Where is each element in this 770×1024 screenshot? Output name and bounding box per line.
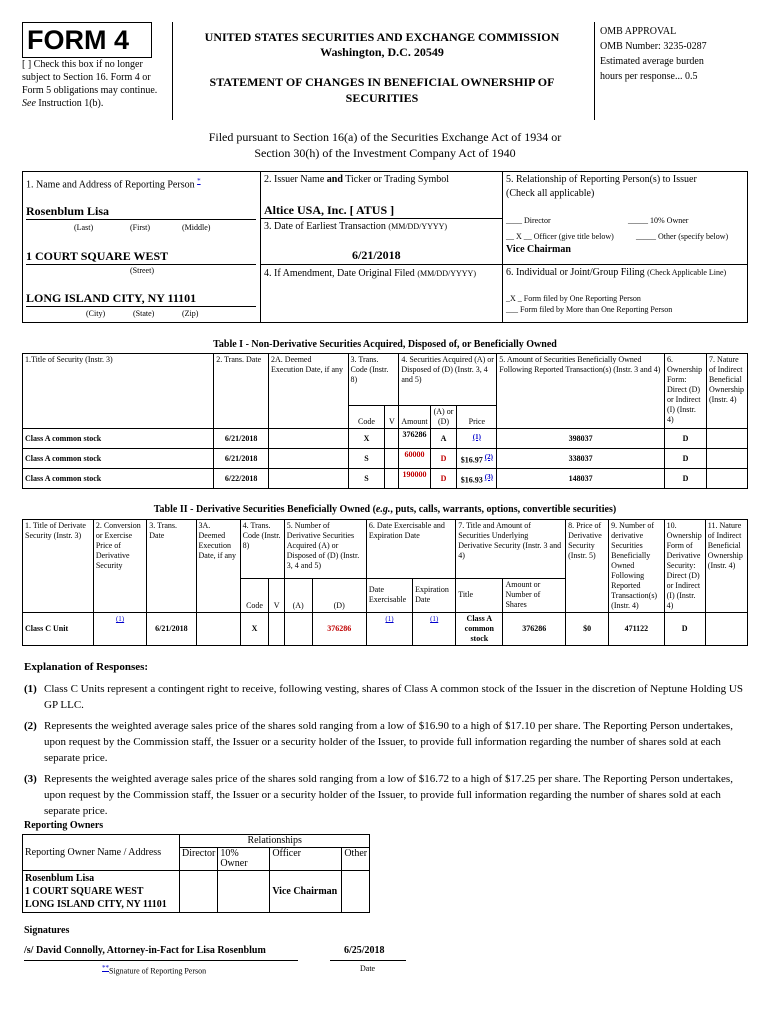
t2-r0-code: X xyxy=(240,613,269,646)
t1-r2-form: D xyxy=(664,469,706,489)
t2-r0-price: $0 xyxy=(566,613,609,646)
middle-label: (Middle) xyxy=(182,223,211,232)
table2 xyxy=(22,519,748,646)
t1-r1-form: D xyxy=(664,449,706,469)
owners-table xyxy=(22,834,370,913)
t1-r0-title: Class A common stock xyxy=(23,429,214,449)
t1-r0-price xyxy=(457,429,497,449)
box1-label-text: 1. Name and Address of Reporting Person xyxy=(26,179,195,191)
t2-d: (D) xyxy=(312,578,366,612)
owner-ten-cell xyxy=(218,871,270,913)
city-value: LONG ISLAND CITY, NY 11101 xyxy=(26,291,197,305)
t2-date-ex: Date Exercisable xyxy=(366,578,412,612)
t1-h1: 1.Title of Security (Instr. 3) xyxy=(23,354,214,429)
signatures-title: Signatures xyxy=(24,925,70,936)
t2-exp: Expiration Date xyxy=(413,578,456,612)
explanation-text-3: Represents the weighted average sales price of the shares sold ranging from a low of $16.72 to a high of $17.25 per share. The Reporting Person undertakes, upon request by the Commission staff, the Issuer or a security holder of the Issuer, to provide full information regarding the number of shares sold at each separate price. xyxy=(44,773,733,817)
table1 xyxy=(22,353,748,489)
filed-line-2: Section 30(h) of the Investment Company Act of 1940 xyxy=(254,146,516,160)
box3-label-format: (MM/DD/YYYY) xyxy=(388,222,448,231)
explanation-list xyxy=(24,681,746,819)
box4-label xyxy=(264,268,476,279)
explanation-item-3 xyxy=(24,771,746,819)
t2-r0-exp-ref[interactable]: (1) xyxy=(430,615,439,623)
owners-director: Director xyxy=(180,848,218,871)
t1-r2-owned: 148037 xyxy=(497,469,665,489)
box4-label-text: 4. If Amendment, Date Original Filed xyxy=(264,268,415,279)
box2-label-and: and xyxy=(326,174,343,185)
box6-label-text: 6. Individual or Joint/Group Filing xyxy=(506,267,645,278)
signature-ref-link[interactable]: ** xyxy=(102,964,109,972)
box3-label xyxy=(264,221,447,232)
explanation-text-1: Class C Units represent a contingent right to receive, following vesting, shares of Class A common stock of the Issuer in the discretion of Neptune Holding US GP LLC. xyxy=(44,683,743,711)
t1-code: Code xyxy=(348,406,385,429)
filed-by-one-option[interactable]: _X _ Form filed by One Reporting Person xyxy=(506,294,641,303)
officer-title: Vice Chairman xyxy=(506,244,571,255)
t2-amt: Amount or Number of Shares xyxy=(503,578,566,612)
table2-title-a: Table II - Derivative Securities Beneficially Owned ( xyxy=(153,504,376,515)
box4-label-format: (MM/DD/YYYY) xyxy=(417,269,476,278)
t2-r0-a xyxy=(284,613,312,646)
owner-other-cell xyxy=(342,871,370,913)
owners-officer: Officer xyxy=(270,848,342,871)
t1-h7: 7. Nature of Indirect Beneficial Ownership (Instr. 4) xyxy=(706,354,747,429)
t1-r1-owned: 338037 xyxy=(497,449,665,469)
owners-other: Other xyxy=(342,848,370,871)
t2-r0-utitle: Class A common stock xyxy=(456,613,503,646)
t2-h2: 2. Conversion or Exercise Price of Derivative Security xyxy=(93,520,146,613)
statement-title-2: SECURITIES xyxy=(345,91,419,105)
explanation-title: Explanation of Responses: xyxy=(24,661,149,673)
t1-r1-price xyxy=(457,449,497,469)
t1-r0-ad: A xyxy=(430,429,457,449)
omb-title: OMB APPROVAL xyxy=(600,26,677,37)
signature-label xyxy=(102,964,206,976)
t1-r2-amount: 190000 xyxy=(399,469,430,489)
agency-location: Washington, D.C. 20549 xyxy=(320,45,444,59)
street-value: 1 COURT SQUARE WEST xyxy=(26,249,169,263)
t2-r0-d: 376286 xyxy=(312,613,366,646)
t1-r1-code: S xyxy=(348,449,385,469)
omb-number: OMB Number: 3235-0287 xyxy=(600,41,707,52)
t1-r0-deemed xyxy=(269,429,349,449)
t1-price: Price xyxy=(457,406,497,429)
table-row xyxy=(23,871,370,913)
t2-h3a: 3A. Deemed Execution Date, if any xyxy=(196,520,240,613)
t1-h5: 5. Amount of Securities Beneficially Owned Following Reported Transaction(s) (Instr. 3 and 4) xyxy=(497,354,665,429)
omb-burden: Estimated average burden xyxy=(600,56,704,67)
table2-title-eg: e.g. xyxy=(375,504,391,515)
table1-title: Table I - Non-Derivative Securities Acquired, Disposed of, or Beneficially Owned xyxy=(213,339,557,350)
t1-r2-date: 6/22/2018 xyxy=(214,469,269,489)
city-label: (City) xyxy=(86,309,106,318)
t2-h4: 4. Trans. Code (Instr. 8) xyxy=(240,520,284,579)
t2-h7: 7. Title and Amount of Securities Underlying Derivative Security (Instr. 3 and 4) xyxy=(456,520,566,579)
t1-aord: (A) or (D) xyxy=(430,406,457,429)
box1-ref-link[interactable]: * xyxy=(197,177,201,185)
t1-r2-code: S xyxy=(348,469,385,489)
t1-r0-form: D xyxy=(664,429,706,449)
owner-name: Rosenblum Lisa xyxy=(25,873,95,884)
owners-relationships: Relationships xyxy=(180,835,370,848)
signature-date: 6/25/2018 xyxy=(344,945,385,956)
box6-label xyxy=(506,267,726,278)
t1-r0-amount: 376286 xyxy=(399,429,430,449)
t2-r0-security: Class C Unit xyxy=(23,613,94,646)
t1-amount: Amount xyxy=(399,406,430,429)
signature-value: /s/ David Connolly, Attorney-in-Fact for Lisa Rosenblum xyxy=(24,945,266,956)
t1-r1-price-value: $16.97 xyxy=(460,455,483,465)
t1-r1-v xyxy=(385,449,399,469)
filed-pursuant xyxy=(0,129,770,161)
agency-name: UNITED STATES SECURITIES AND EXCHANGE COMMISSION xyxy=(204,30,560,44)
owner-street: 1 COURT SQUARE WEST xyxy=(25,886,144,897)
t1-r1-title: Class A common stock xyxy=(23,449,214,469)
t2-r0-conv-ref[interactable]: (1) xyxy=(115,615,125,623)
box1-label xyxy=(26,177,201,190)
t1-r1-ad: D xyxy=(430,449,457,469)
t2-r0-conv xyxy=(93,613,146,646)
table-row xyxy=(23,613,748,646)
omb-approval xyxy=(600,24,707,84)
date-label: Date xyxy=(360,964,376,973)
zip-label: (Zip) xyxy=(182,309,199,318)
box2-label-a: 2. Issuer Name xyxy=(264,174,325,185)
t1-r2-title: Class A common stock xyxy=(23,469,214,489)
t2-h9: 9. Number of derivative Securities Beneficially Owned Following Reported Transaction(s) (Instr. 4) xyxy=(609,520,664,613)
issuer-name: Altice USA, Inc. [ ATUS ] xyxy=(264,203,395,217)
t2-code: Code xyxy=(240,578,269,612)
owner-officer-value: Vice Chairman xyxy=(270,871,342,913)
t2-h10: 10. Ownership Form of Derivative Security: Direct (D) or Indirect (I) (Instr. 4) xyxy=(664,520,705,613)
t2-h11: 11. Nature of Indirect Beneficial Ownership (Instr. 4) xyxy=(705,520,747,613)
owner-city: LONG ISLAND CITY, NY 11101 xyxy=(25,899,167,910)
t1-r0-nature xyxy=(706,429,747,449)
t2-h5: 5. Number of Derivative Securities Acquired (A) or Disposed of (D) (Instr. 3, 4 and 5) xyxy=(284,520,366,579)
t1-h6: 6. Ownership Form: Direct (D) or Indirect (I) (Instr. 4) xyxy=(664,354,706,429)
explanation-text-2: Represents the weighted average sales price of the shares sold ranging from a low of $16.90 to a high of $17.10 per share. The Reporting Person undertakes, upon request by the Commission staff, the Issuer or a security holder of the Issuer, to provide full information regarding the number of shares sold at each separate price. xyxy=(44,720,733,764)
t2-h1: 1. Title of Derivate Security (Instr. 3) xyxy=(23,520,94,613)
t1-r2-nature xyxy=(706,469,747,489)
explanation-item-2 xyxy=(24,718,746,766)
box3-label-text: 3. Date of Earliest Transaction xyxy=(264,221,386,232)
t2-r0-deemed xyxy=(196,613,240,646)
form-title-box xyxy=(22,22,152,58)
t1-r2-price xyxy=(457,469,497,489)
street-label: (Street) xyxy=(130,266,154,275)
explanation-num-3: (3) xyxy=(24,773,37,785)
table2-title xyxy=(0,504,770,515)
t1-r1-nature xyxy=(706,449,747,469)
box5-label-1: 5. Relationship of Reporting Person(s) to Issuer xyxy=(506,174,697,185)
owners-title: Reporting Owners xyxy=(24,820,104,831)
t1-h2: 2. Trans. Date xyxy=(214,354,269,429)
table2-title-b: , puts, calls, warrants, options, convertible securities) xyxy=(390,504,617,515)
owner-address xyxy=(23,871,180,913)
state-label: (State) xyxy=(133,309,155,318)
owners-ten: 10% Owner xyxy=(218,848,270,871)
last-label: (Last) xyxy=(74,223,94,232)
t2-v: V xyxy=(269,578,284,612)
t1-h3: 3. Trans. Code (Instr. 8) xyxy=(348,354,399,406)
t2-r0-owned: 471122 xyxy=(609,613,664,646)
explanation-num-1: (1) xyxy=(24,683,37,695)
owner-director-cell xyxy=(180,871,218,913)
t2-r0-nature xyxy=(705,613,747,646)
t1-r0-v xyxy=(385,429,399,449)
t1-r0-date: 6/21/2018 xyxy=(214,429,269,449)
t2-a: (A) xyxy=(284,578,312,612)
box2-label-b: Ticker or Trading Symbol xyxy=(345,174,450,185)
filed-line-1: Filed pursuant to Section 16(a) of the Securities Exchange Act of 1934 or xyxy=(208,130,562,144)
box2-label xyxy=(264,174,449,185)
t1-v: V xyxy=(385,406,399,429)
t2-h3: 3. Trans. Date xyxy=(147,520,196,613)
t2-h8: 8. Price of Derivative Security (Instr. 5) xyxy=(566,520,609,613)
t2-r0-exercisable xyxy=(366,613,412,646)
t1-r2-deemed xyxy=(269,469,349,489)
table-row xyxy=(23,429,748,449)
box5-label-2: (Check all applicable) xyxy=(506,188,595,199)
ten-pct-owner-option[interactable]: _____ 10% Owner xyxy=(628,216,689,225)
t2-r0-uamt: 376286 xyxy=(503,613,566,646)
t1-r2-ad: D xyxy=(430,469,457,489)
director-option[interactable]: ____ Director xyxy=(506,216,551,225)
t2-h6: 6. Date Exercisable and Expiration Date xyxy=(366,520,455,579)
table-row xyxy=(23,469,748,489)
t2-r0-v xyxy=(269,613,284,646)
t2-r0-expiration xyxy=(413,613,456,646)
statement-title-1: STATEMENT OF CHANGES IN BENEFICIAL OWNERSHIP OF xyxy=(209,75,555,89)
t1-h2a: 2A. Deemed Execution Date, if any xyxy=(269,354,349,429)
form-title: FORM 4 xyxy=(27,25,130,55)
explanation-item-1 xyxy=(24,681,746,713)
owners-col-name: Reporting Owner Name / Address xyxy=(23,835,180,871)
t2-r0-date: 6/21/2018 xyxy=(147,613,196,646)
t1-h4: 4. Securities Acquired (A) or Disposed of (D) (Instr. 3, 4 and 5) xyxy=(399,354,497,406)
box6-label-note: (Check Applicable Line) xyxy=(647,268,727,277)
see-text: See xyxy=(22,98,36,109)
t1-r0-owned: 398037 xyxy=(497,429,665,449)
officer-option[interactable]: __ X __ Officer (give title below) xyxy=(506,232,614,241)
t1-r2-price-value: $16.93 xyxy=(460,475,483,485)
t2-r0-form: D xyxy=(664,613,705,646)
checkbox-note xyxy=(22,58,170,110)
first-label: (First) xyxy=(130,223,150,232)
t2-title: Title xyxy=(456,578,503,612)
t1-r1-deemed xyxy=(269,449,349,469)
earliest-transaction-date: 6/21/2018 xyxy=(352,248,401,262)
omb-hours: hours per response... 0.5 xyxy=(600,71,698,82)
checkbox-text: [ ] Check this box if no longer subject to Section 16. Form 4 or Form 5 obligations may continue. xyxy=(22,59,158,96)
t1-r0-code: X xyxy=(348,429,385,449)
other-option[interactable]: _____ Other (specify below) xyxy=(636,232,729,241)
filed-by-more-option[interactable]: ___ Form filed by More than One Reporting Person xyxy=(506,305,673,314)
explanation-num-2: (2) xyxy=(24,720,37,732)
reporting-person-name: Rosenblum Lisa xyxy=(26,204,110,218)
box5-label xyxy=(506,173,697,201)
signature-label-text: Signature of Reporting Person xyxy=(109,966,207,976)
t1-r0-price-ref[interactable]: (1) xyxy=(472,432,481,441)
t1-r2-v xyxy=(385,469,399,489)
t1-r1-date: 6/21/2018 xyxy=(214,449,269,469)
t1-r1-price-ref[interactable]: (2) xyxy=(484,452,493,461)
instruction-text: Instruction 1(b). xyxy=(38,98,104,109)
table-row xyxy=(23,449,748,469)
t2-r0-ex-ref[interactable]: (1) xyxy=(385,615,394,623)
t1-r2-price-ref[interactable]: (3) xyxy=(484,472,493,481)
t1-r1-amount: 60000 xyxy=(399,449,430,469)
